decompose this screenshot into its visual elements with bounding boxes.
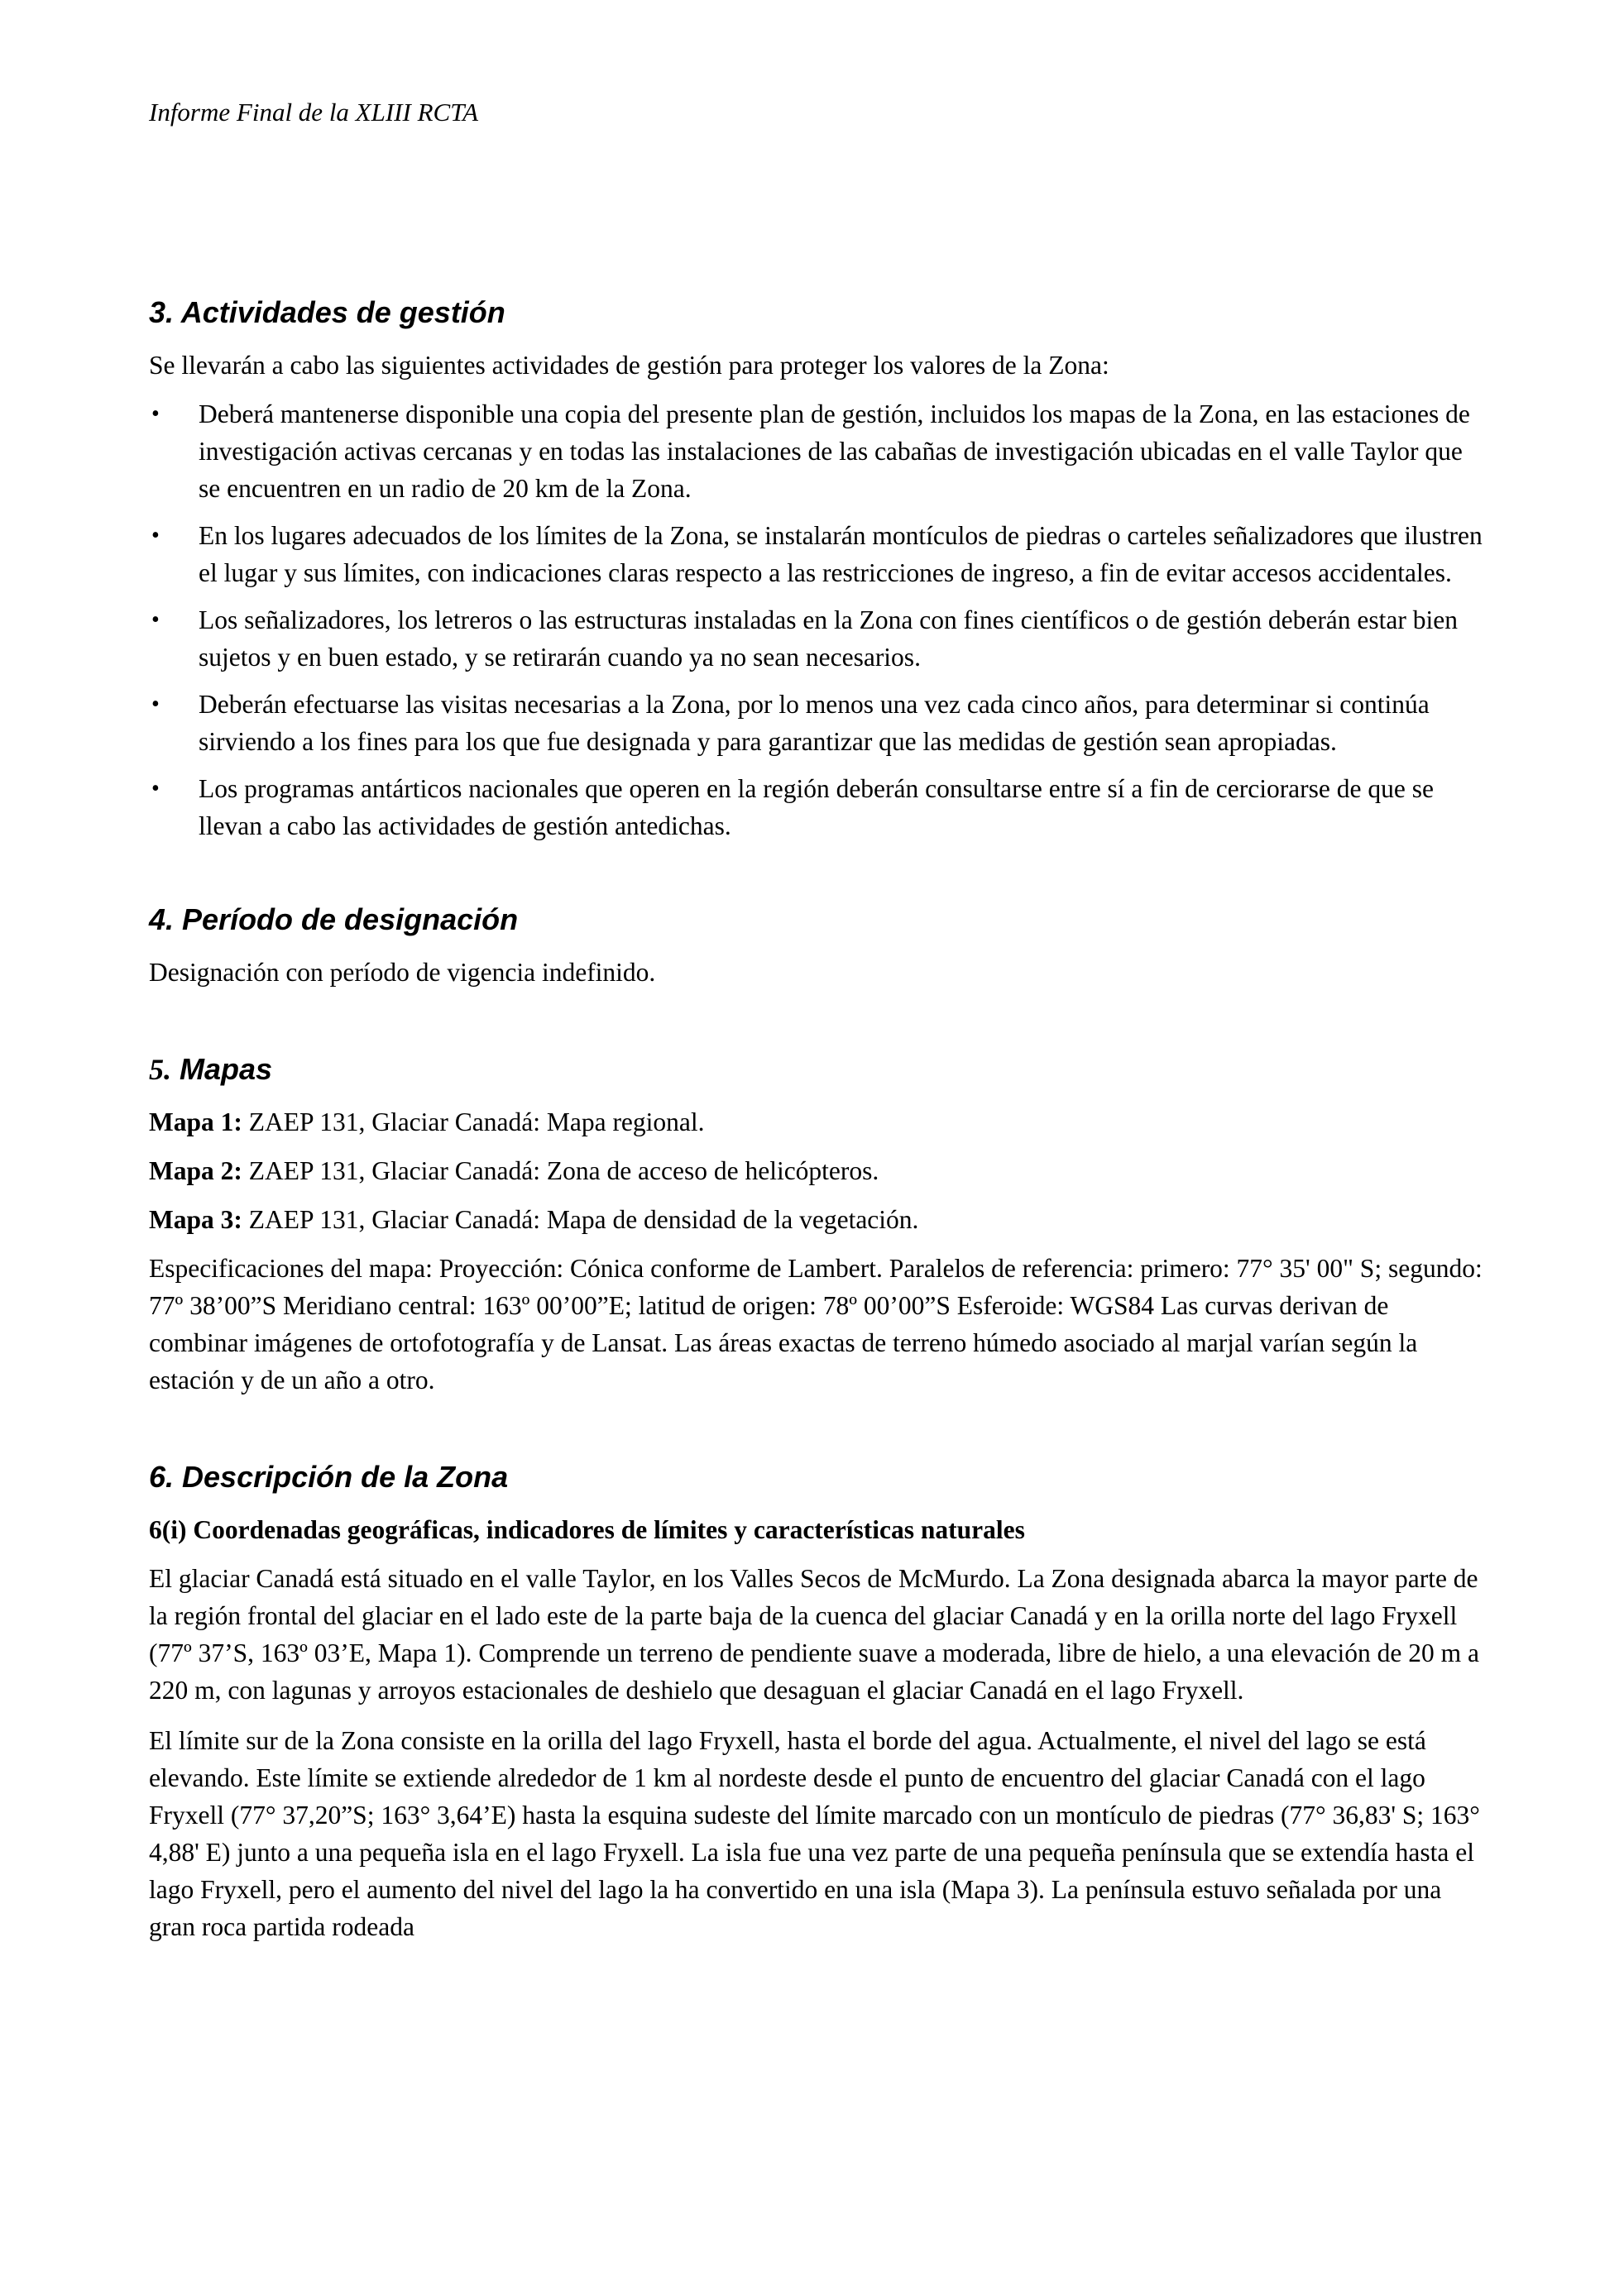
- bullet-icon: •: [151, 776, 160, 801]
- section-5-title: Mapas: [171, 1052, 273, 1086]
- bullet-icon: •: [151, 607, 160, 633]
- list-item-text: Deberá mantenerse disponible una copia del presente plan de gestión, incluidos los mapas de la Zona, en las estaciones de investigación activas cercanas y en todas las instalaciones de las cabañas de investigación ubicadas en el valle Taylor que se encuentren en un radio de 20 km de la Zona.: [199, 399, 1470, 503]
- bullet-icon: •: [151, 691, 160, 717]
- list-item-text: Deberán efectuarse las visitas necesarias a la Zona, por lo menos una vez cada cinco años, para determinar si continúa sirviendo a los fines para los que fue designada y para garantizar que las medidas de gestión sean apropiadas.: [199, 690, 1430, 756]
- map-1-entry: [149, 1103, 1489, 1141]
- list-item: [149, 395, 1489, 507]
- list-item: [149, 601, 1489, 676]
- section-5-number: 5.: [149, 1053, 171, 1086]
- list-item: [149, 770, 1489, 844]
- map-2-label: Mapa 2:: [149, 1156, 242, 1185]
- section-6-heading: 6. Descripción de la Zona: [149, 1460, 509, 1494]
- map-2-text: ZAEP 131, Glaciar Canadá: Zona de acceso de helicópteros.: [242, 1156, 879, 1185]
- management-activities-list: [149, 395, 1489, 844]
- map-3-entry: [149, 1201, 1489, 1238]
- map-3-label: Mapa 3:: [149, 1205, 242, 1234]
- section-6-paragraph: El glaciar Canadá está situado en el valle Taylor, en los Valles Secos de McMurdo. La Zona designada abarca la mayor parte de la región frontal del glaciar en el lado este de la parte baja de la cuenca del glaciar Canadá y en la orilla norte del lago Fryxell (77º 37’S, 163º 03’E, Mapa 1). Comprende un terreno de pendiente suave a moderada, libre de hielo, a una elevación de 20 m a 220 m, con lagunas y arroyos estacionales de deshielo que desaguan el glaciar Canadá en el lago Fryxell.: [149, 1564, 1479, 1705]
- section-6-paragraph: El límite sur de la Zona consiste en la orilla del lago Fryxell, hasta el borde del agua. Actualmente, el nivel del lago se está elevando. Este límite se extiende alrededor de 1 km al nordeste desde el punto de encuentro del glaciar Canadá con el lago Fryxell (77° 37,20”S; 163° 3,64’E) hasta la esquina sudeste del límite marcado con un montículo de piedras (77° 36,83' S; 163° 4,88' E) junto a una pequeña isla en el lago Fryxell. La isla fue una vez parte de una pequeña península que se extendía hasta el lago Fryxell, pero el aumento del nivel del lago la ha convertido en una isla (Mapa 3). La península estuvo señalada por una gran roca partida rodeada: [149, 1726, 1480, 1941]
- map-1-text: ZAEP 131, Glaciar Canadá: Mapa regional.: [242, 1107, 705, 1136]
- bullet-icon: •: [151, 523, 160, 548]
- section-3-intro: Se llevarán a cabo las siguientes actividades de gestión para proteger los valores de la Zona:: [149, 351, 1109, 380]
- bullet-icon: •: [151, 401, 160, 427]
- map-1-label: Mapa 1:: [149, 1107, 242, 1136]
- map-3-text: ZAEP 131, Glaciar Canadá: Mapa de densidad de la vegetación.: [242, 1205, 919, 1234]
- running-header: Informe Final de la XLIII RCTA: [149, 98, 479, 127]
- section-4-heading: 4. Período de designación: [149, 902, 519, 936]
- section-6-subheading: 6(i) Coordenadas geográficas, indicadores de límites y características naturales: [149, 1515, 1025, 1544]
- map-2-entry: [149, 1152, 1489, 1189]
- list-item-text: En los lugares adecuados de los límites de la Zona, se instalarán montículos de piedras o carteles señalizadores que ilustren el lugar y sus límites, con indicaciones claras respecto a las restricciones de ingreso, a fin de evitar accesos accidentales.: [199, 521, 1483, 587]
- list-item: [149, 517, 1489, 591]
- section-4-text: Designación con período de vigencia indefinido.: [149, 958, 656, 987]
- list-item-text: Los programas antárticos nacionales que operen en la región deberán consultarse entre sí a fin de cerciorarse de que se llevan a cabo las actividades de gestión antedichas.: [199, 774, 1434, 840]
- map-specifications: Especificaciones del mapa: Proyección: Cónica conforme de Lambert. Paralelos de referencia: primero: 77° 35' 00" S; segundo: 77º 38’00”S Meridiano central: 163º 00’00”E; latitud de origen: 78º 00’00”S Esferoide: WGS84 Las curvas derivan de combinar imágenes de ortofotografía y de Lansat. Las áreas exactas de terreno húmedo asociado al marjal varían según la estación y de un año a otro.: [149, 1254, 1483, 1394]
- section-spacer: [149, 854, 1489, 901]
- list-item: [149, 686, 1489, 760]
- section-spacer: [149, 1004, 1489, 1050]
- section-3-heading: 3. Actividades de gestión: [149, 295, 505, 329]
- page-content: [149, 294, 1489, 1959]
- section-5-heading: [149, 1050, 1489, 1088]
- section-spacer: [149, 1412, 1489, 1458]
- list-item-text: Los señalizadores, los letreros o las estructuras instaladas en la Zona con fines científicos o de gestión deberán estar bien sujetos y en buen estado, y se retirarán cuando ya no sean necesarios.: [199, 605, 1458, 672]
